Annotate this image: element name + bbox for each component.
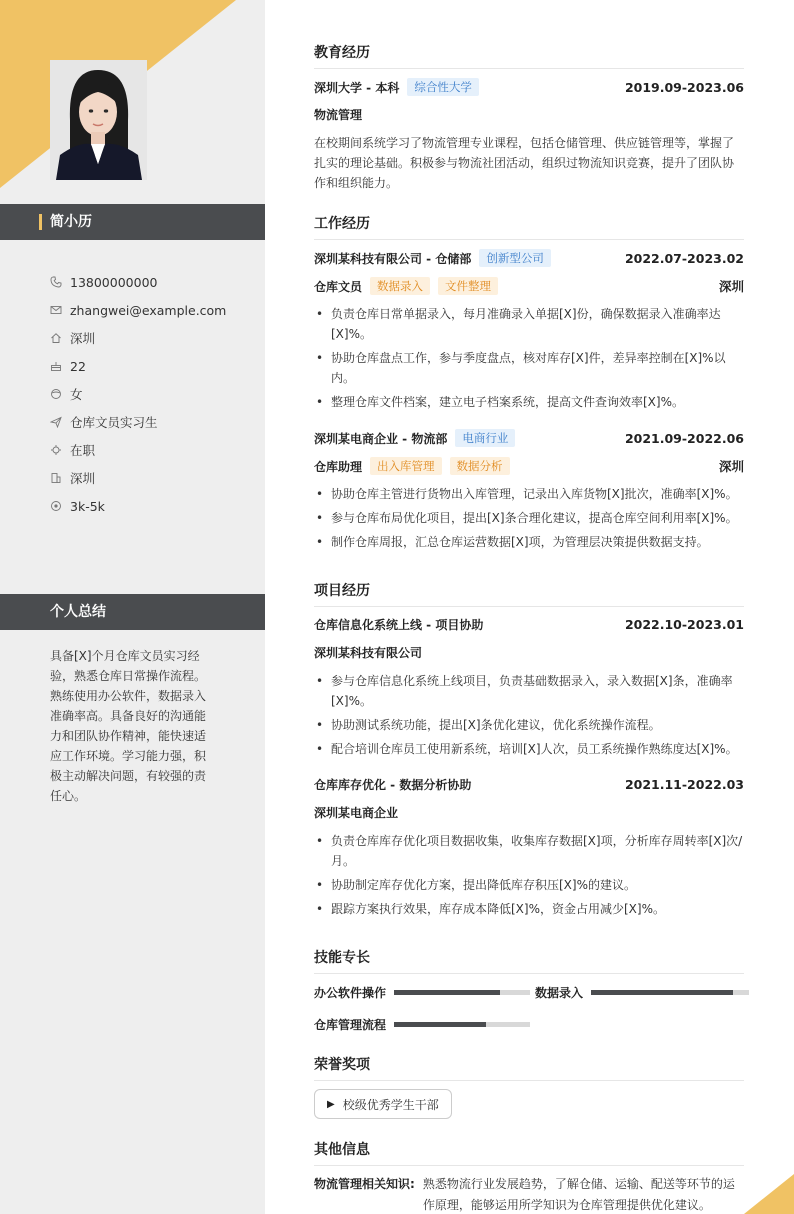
list-item: • 协助仓库盘点工作，参与季度盘点，核对库存[X]件，差异率控制在[X]%以内。: [314, 348, 744, 388]
info-job: [50, 408, 260, 436]
project-org-row: [314, 644, 744, 661]
project-name: 仓库库存优化 - 数据分析协助: [314, 778, 472, 792]
info-text: 女: [70, 387, 83, 402]
job-bullets: [314, 304, 744, 416]
mail-icon: [50, 304, 62, 316]
skill-tag: 数据分析: [450, 457, 510, 475]
send-icon: [50, 416, 62, 428]
company-tag: 电商行业: [455, 429, 515, 447]
info-phone: [50, 268, 260, 296]
building-icon: [50, 472, 62, 484]
info-text: 22: [70, 358, 86, 374]
summary-text: 具备[X]个月仓库文员实习经验，熟悉仓库日常操作流程。熟练使用办公软件，数据录入准确率高。具备良好的沟通能力和团队协作精神，能快速适应工作环境。学习能力强，积极主动解决问题，有较强的责任心。: [50, 649, 207, 803]
project-header: [314, 776, 744, 793]
skill-bar-fill: [394, 990, 500, 995]
list-item: • 制作仓库周报，汇总仓库运营数据[X]项，为管理层决策提供数据支持。: [314, 532, 744, 552]
award-label: 校级优秀学生干部: [342, 1097, 439, 1112]
job-city: 深圳: [718, 279, 744, 294]
project-name: 仓库信息化系统上线 - 项目协助: [314, 618, 484, 632]
list-item: • 协助制定库存优化方案，提出降低库存积压[X]%的建议。: [314, 875, 744, 895]
job-company: 深圳某科技有限公司 - 仓储部: [314, 251, 472, 266]
resume-title-bar: [0, 204, 265, 240]
project-date: 2021.11-2022.03: [624, 777, 744, 792]
info-status: [50, 436, 260, 464]
list-item: • 协助测试系统功能，提出[X]条优化建议，优化系统操作流程。: [314, 715, 744, 735]
phone-icon: [50, 276, 62, 288]
job-header: [314, 429, 744, 447]
age-icon: [50, 360, 62, 372]
job-city: 深圳: [718, 459, 744, 474]
job-company: 深圳某电商企业 - 物流部: [314, 431, 448, 446]
info-text: 13800000000: [70, 274, 158, 290]
corner-accent-shape: [744, 1174, 794, 1214]
company-tag: 创新型公司: [479, 249, 551, 267]
skill-tag: 出入库管理: [370, 457, 442, 475]
list-item: • 负责仓库日常单据录入，每月准确录入单据[X]份，确保数据录入准确率达[X]%。: [314, 304, 744, 344]
skill-bar-fill: [394, 1022, 486, 1027]
other-text: 熟悉物流行业发展趋势，了解仓储、运输、配送等环节的运作原理，能够运用所学知识为仓库管理提供优化建议。: [422, 1177, 735, 1212]
info-city: [50, 464, 260, 492]
skill-bar: [394, 990, 530, 995]
salary-icon: [50, 500, 62, 512]
skill-bar-fill: [591, 990, 733, 995]
job-role-row: [314, 457, 744, 475]
job-role-row: [314, 277, 744, 295]
home-icon: [50, 332, 62, 344]
education-date: 2019.09-2023.06: [624, 79, 744, 95]
list-item: • 跟踪方案执行效果，库存成本降低[X]%，资金占用减少[X]%。: [314, 899, 744, 919]
award-item-button[interactable]: [314, 1089, 452, 1119]
skill-name: 仓库管理流程: [314, 1018, 387, 1032]
job-role: 仓库助理: [314, 459, 363, 474]
avatar: [50, 60, 147, 180]
personal-info-list: [50, 268, 260, 520]
project-org: 深圳某电商企业: [314, 806, 399, 820]
projects-title: 项目经历: [314, 580, 744, 607]
skill-item: [535, 984, 749, 1001]
info-text: zhangwei@example.com: [70, 302, 227, 318]
gender-icon: [50, 388, 62, 400]
project-date: 2022.10-2023.01: [624, 617, 744, 632]
skill-tag: 文件整理: [438, 277, 498, 295]
info-text: 深圳: [70, 331, 96, 346]
project-bullets: [314, 831, 744, 923]
school-tag: 综合性大学: [407, 78, 479, 96]
resume-title: 简小历: [50, 214, 92, 230]
skill-item: [314, 984, 530, 1001]
school-name: 深圳大学 - 本科: [314, 80, 400, 95]
info-text: 在职: [70, 443, 96, 458]
skill-item: [314, 1016, 530, 1033]
skill-tag: 数据录入: [370, 277, 430, 295]
list-item: • 参与仓库信息化系统上线项目，负责基础数据录入，录入数据[X]条，准确率[X]%。: [314, 671, 744, 711]
job-bullets: [314, 484, 744, 556]
info-text: 3k-5k: [70, 498, 105, 514]
list-item: • 负责仓库库存优化项目数据收集，收集库存数据[X]项，分析库存周转率[X]次/月。: [314, 831, 744, 871]
info-age: [50, 352, 260, 380]
info-email: [50, 296, 260, 324]
title-accent: [39, 214, 42, 230]
summary-title-bar: [0, 594, 265, 630]
skill-bar: [591, 990, 749, 995]
project-org: 深圳某科技有限公司: [314, 646, 423, 660]
info-home: [50, 324, 260, 352]
education-major-row: [314, 106, 744, 123]
list-item: • 协助仓库主管进行货物出入库管理，记录出入库货物[X]批次，准确率[X]%。: [314, 484, 744, 504]
list-item: • 配合培训仓库员工使用新系统，培训[X]人次，员工系统操作熟练度达[X]%。: [314, 739, 744, 759]
summary-title: 个人总结: [50, 604, 106, 620]
info-text: 仓库文员实习生: [70, 415, 158, 430]
job-date: 2021.09-2022.06: [624, 430, 744, 446]
status-icon: [50, 444, 62, 456]
skill-name: 办公软件操作: [314, 986, 387, 1000]
work-title: 工作经历: [314, 213, 744, 240]
info-text: 深圳: [70, 471, 96, 486]
info-salary: [50, 492, 260, 520]
other-info-row: [314, 1174, 744, 1214]
education-major: 物流管理: [314, 108, 363, 122]
education-title: 教育经历: [314, 42, 744, 69]
project-org-row: [314, 804, 744, 821]
education-desc: 在校期间系统学习了物流管理专业课程，包括仓储管理、供应链管理等，掌握了扎实的理论基础。积极参与物流社团活动，组织过物流知识竞赛，提升了团队协作和组织能力。: [314, 136, 735, 190]
sidebar: [0, 0, 265, 1214]
job-date: 2022.07-2023.02: [624, 250, 744, 266]
list-item: • 整理仓库文件档案，建立电子档案系统，提高文件查询效率[X]%。: [314, 392, 744, 412]
project-header: [314, 616, 744, 633]
skills-title: 技能专长: [314, 947, 744, 974]
info-gender: [50, 380, 260, 408]
play-triangle-icon: ▶: [327, 1098, 335, 1110]
other-label: 物流管理相关知识:: [314, 1177, 415, 1191]
honors-title: 荣誉奖项: [314, 1054, 744, 1081]
skill-name: 数据录入: [535, 986, 584, 1000]
project-bullets: [314, 671, 744, 763]
list-item: • 参与仓库布局优化项目，提出[X]条合理化建议，提高仓库空间利用率[X]%。: [314, 508, 744, 528]
other-title: 其他信息: [314, 1139, 744, 1166]
job-role: 仓库文员: [314, 279, 363, 294]
job-header: [314, 249, 744, 267]
education-header: [314, 78, 744, 96]
skill-bar: [394, 1022, 530, 1027]
